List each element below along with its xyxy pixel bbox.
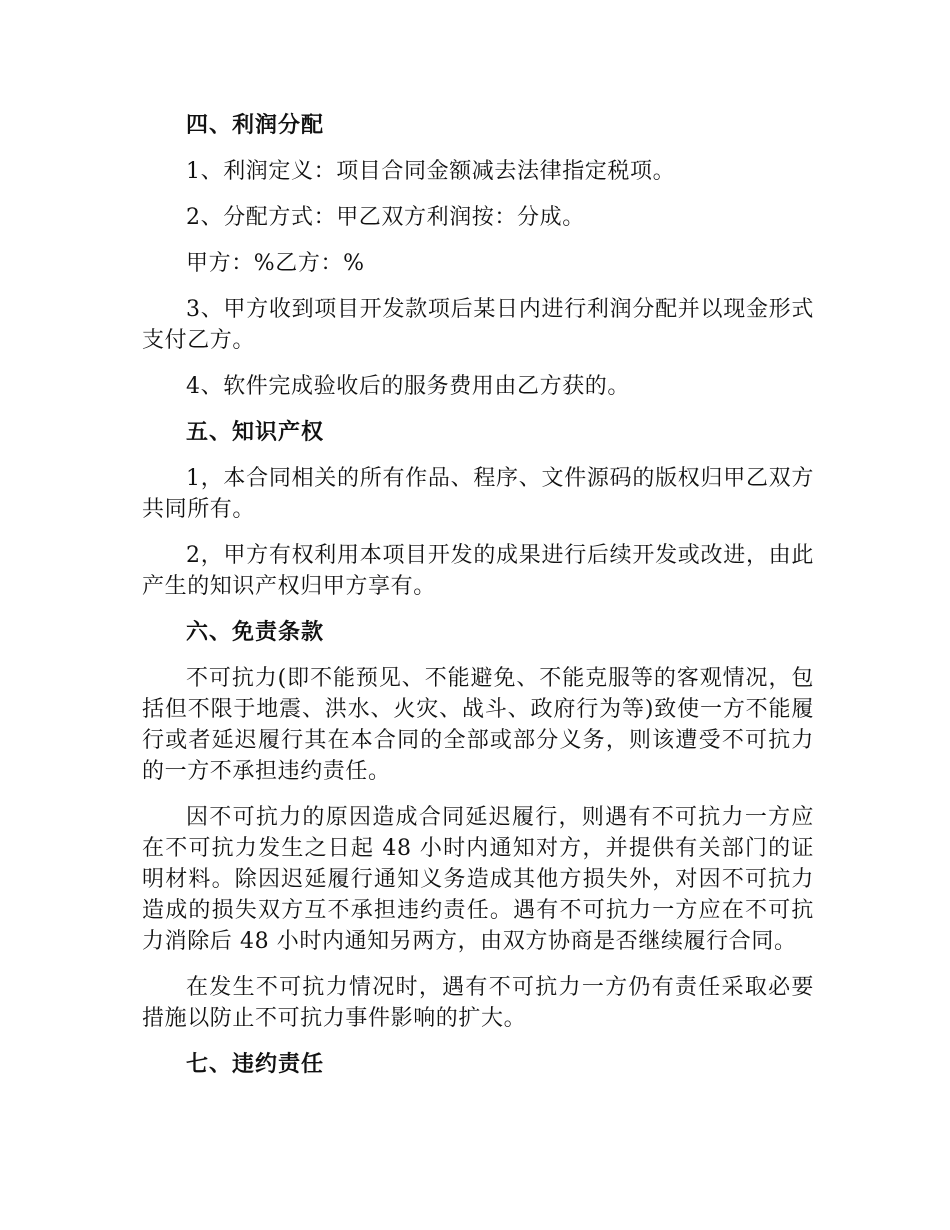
paragraph-copyright-ownership: 1，本合同相关的所有作品、程序、文件源码的版权归甲乙双方共同所有。 [142, 466, 814, 522]
paragraph-service-fee: 4、软件完成验收后的服务费用由乙方获的。 [186, 374, 630, 399]
paragraph-force-majeure-definition: 不可抗力(即不能预见、不能避免、不能克服等的客观情况，包括但不限于地震、洪水、火灾、战斗、政府行为等)致使一方不能履行或者延迟履行其在本合同的全部或部分义务，则该遭受不可抗力的一方不承担违约责任。 [142, 666, 814, 784]
paragraph-payment-terms: 3、甲方收到项目开发款项后某日内进行利润分配并以现金形式支付乙方。 [142, 297, 814, 353]
section-heading-profit-distribution: 四、利润分配 [186, 113, 325, 138]
document-body [142, 110, 814, 1095]
section-heading-intellectual-property: 五、知识产权 [186, 420, 325, 445]
paragraph-force-majeure-notice: 因不可抗力的原因造成合同延迟履行，则遇有不可抗力一方应在不可抗力发生之日起 48 小时内通知对方，并提供有关部门的证明材料。除因迟延履行通知义务造成其他方损失外，对因不可抗力造成的损失双方互不承担违约责任。遇有不可抗力一方应在不可抗力消除后 48 小时内通知另两方，由双方协商是否继续履行合同。 [142, 805, 814, 954]
paragraph-share-ratio: 甲方：%乙方：% [186, 251, 365, 276]
paragraph-derivative-rights: 2，甲方有权利用本项目开发的成果进行后续开发或改进，由此产生的知识产权归甲方享有。 [142, 543, 814, 599]
paragraph-distribution-method: 2、分配方式：甲乙双方利润按：分成。 [186, 205, 585, 230]
section-heading-disclaimer: 六、免责条款 [186, 620, 325, 645]
paragraph-profit-definition: 1、利润定义：项目合同金额减去法律指定税项。 [186, 159, 676, 184]
paragraph-force-majeure-mitigation: 在发生不可抗力情况时，遇有不可抗力一方仍有责任采取必要措施以防止不可抗力事件影响的扩大。 [142, 975, 814, 1031]
section-heading-breach-liability: 七、违约责任 [186, 1052, 325, 1077]
